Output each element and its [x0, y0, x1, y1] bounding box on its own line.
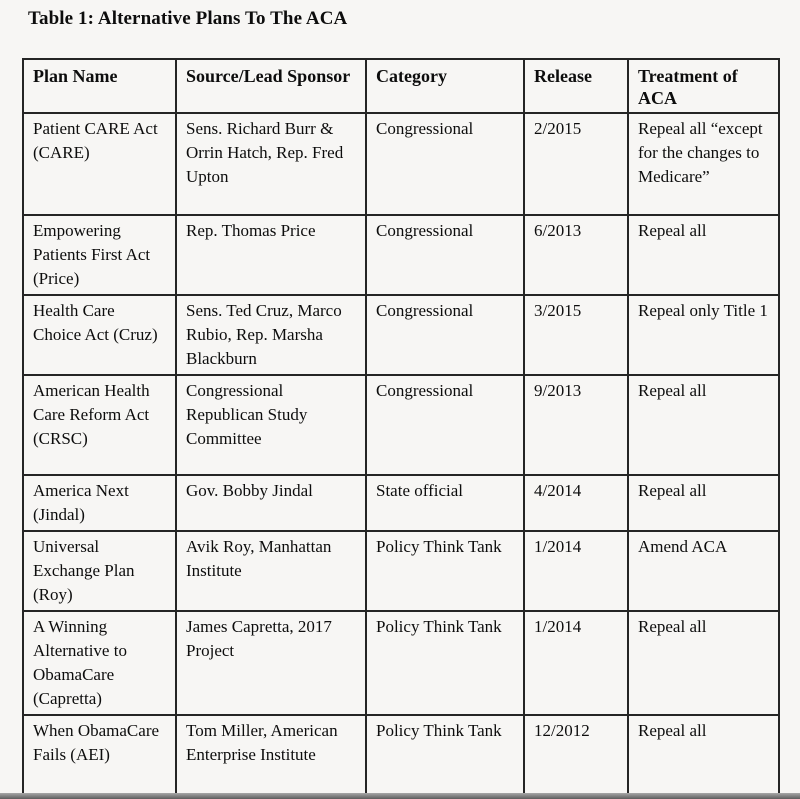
table-row — [23, 215, 779, 295]
cell-sponsor: Avik Roy, Manhattan Institute — [176, 531, 366, 611]
cell-category: State official — [366, 475, 524, 531]
cell-plan-name: Empowering Patients First Act (Price) — [23, 215, 176, 295]
screenshot-bottom-edge — [0, 793, 800, 799]
cell-sponsor: Gov. Bobby Jindal — [176, 475, 366, 531]
table-row — [23, 715, 779, 799]
cell-treatment: Repeal all “except for the changes to Medicare” — [628, 113, 779, 215]
cell-treatment: Repeal only Title 1 — [628, 295, 779, 375]
cell-release: 6/2013 — [524, 215, 628, 295]
table-row — [23, 611, 779, 715]
header-cell-release: Release — [524, 59, 628, 113]
cell-plan-name: Health Care Choice Act (Cruz) — [23, 295, 176, 375]
cell-plan-name: American Health Care Reform Act (CRSC) — [23, 375, 176, 475]
cell-sponsor: Rep. Thomas Price — [176, 215, 366, 295]
cell-sponsor: Sens. Richard Burr & Orrin Hatch, Rep. Fred Upton — [176, 113, 366, 215]
cell-category: Policy Think Tank — [366, 715, 524, 799]
table-row — [23, 475, 779, 531]
cell-sponsor: Sens. Ted Cruz, Marco Rubio, Rep. Marsha Blackburn — [176, 295, 366, 375]
cell-category: Congressional — [366, 215, 524, 295]
cell-sponsor: Congressional Republican Study Committee — [176, 375, 366, 475]
cell-treatment: Repeal all — [628, 475, 779, 531]
table-header-row — [23, 59, 779, 113]
cell-plan-name: Universal Exchange Plan (Roy) — [23, 531, 176, 611]
cell-sponsor: Tom Miller, American Enterprise Institute — [176, 715, 366, 799]
table-row — [23, 113, 779, 215]
cell-treatment: Repeal all — [628, 715, 779, 799]
cell-release: 4/2014 — [524, 475, 628, 531]
cell-release: 1/2014 — [524, 531, 628, 611]
cell-category: Congressional — [366, 295, 524, 375]
cell-plan-name: Patient CARE Act (CARE) — [23, 113, 176, 215]
cell-release: 9/2013 — [524, 375, 628, 475]
page-title: Table 1: Alternative Plans To The ACA — [28, 8, 348, 29]
cell-release: 1/2014 — [524, 611, 628, 715]
header-cell-treatment: Treatment of ACA — [628, 59, 779, 113]
header-cell-category: Category — [366, 59, 524, 113]
header-cell-plan-name: Plan Name — [23, 59, 176, 113]
cell-treatment: Repeal all — [628, 611, 779, 715]
table-row — [23, 531, 779, 611]
cell-plan-name: When ObamaCare Fails (AEI) — [23, 715, 176, 799]
cell-category: Policy Think Tank — [366, 611, 524, 715]
cell-treatment: Repeal all — [628, 215, 779, 295]
cell-treatment: Amend ACA — [628, 531, 779, 611]
header-cell-sponsor: Source/Lead Sponsor — [176, 59, 366, 113]
cell-treatment: Repeal all — [628, 375, 779, 475]
cell-release: 3/2015 — [524, 295, 628, 375]
cell-category: Policy Think Tank — [366, 531, 524, 611]
table-row — [23, 375, 779, 475]
cell-sponsor: James Capretta, 2017 Project — [176, 611, 366, 715]
cell-release: 2/2015 — [524, 113, 628, 215]
table-row — [23, 295, 779, 375]
cell-category: Congressional — [366, 375, 524, 475]
cell-plan-name: America Next (Jindal) — [23, 475, 176, 531]
cell-plan-name: A Winning Alternative to ObamaCare (Capretta) — [23, 611, 176, 715]
aca-plans-table — [22, 58, 780, 799]
cell-release: 12/2012 — [524, 715, 628, 799]
cell-category: Congressional — [366, 113, 524, 215]
